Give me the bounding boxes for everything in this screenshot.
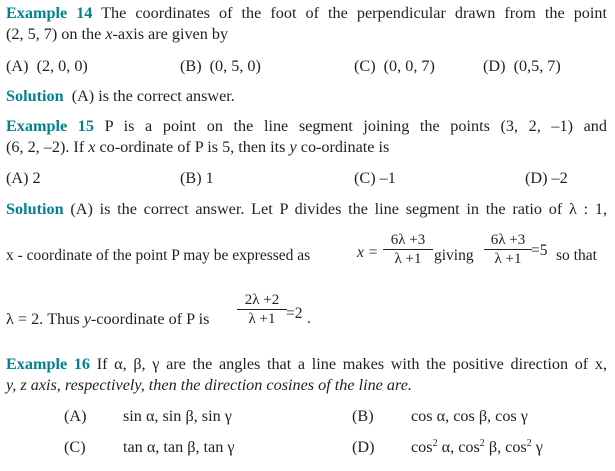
example-16-option-a-value: sin α, sin β, sin γ [123, 407, 232, 425]
option-letter: (C) [354, 169, 376, 187]
example-16-option-d-letter: (D) [352, 438, 375, 456]
example-15-text-2e: co-ordinate is [296, 138, 390, 156]
example-16-option-a-letter: (A) [64, 407, 87, 425]
example-15-label: Example 15 [6, 117, 94, 135]
option-letter: (D) [525, 169, 548, 187]
option-value: 1 [205, 169, 214, 187]
squared-exponent: 2 [526, 438, 532, 449]
example-15-x-var: x [88, 138, 96, 156]
example-16-option-b-letter: (B) [352, 407, 374, 425]
solution-15-text-1: (A) is the correct answer. Let P divides the line segment in the ratio of λ : 1, [70, 200, 607, 218]
example-14-option-d [483, 56, 561, 77]
option-letter: (A) [6, 57, 29, 75]
fraction-3 [237, 292, 287, 328]
example-16-option-d-value [411, 437, 543, 458]
solution-14 [6, 86, 607, 107]
solution-15-line-2: x - coordinate of the point P may be expressed as [6, 247, 311, 264]
solution-14-label: Solution [6, 87, 64, 105]
option-value: (0,5, 7) [513, 57, 561, 75]
solution-14-text: (A) is the correct answer. [71, 87, 235, 105]
giving-word: giving [434, 247, 474, 264]
x-equals: x = [357, 244, 379, 261]
example-14-x-var: x [105, 25, 113, 43]
solution-15-label: Solution [6, 200, 64, 218]
option-letter: (B) [180, 169, 202, 187]
example-16-line-1 [6, 354, 607, 375]
example-15-option-c [354, 168, 396, 189]
example-15-text-1: P is a point on the line segment joining the points (3, 2, –1) and [104, 117, 607, 135]
option-letter: (B) [180, 57, 202, 75]
option-value: (0, 0, 7) [383, 57, 435, 75]
example-16-text-2: y, z axis, respectively, then the direction cosines of the line are. [6, 376, 412, 394]
example-15-text-2a: (6, 2, –2). If [6, 138, 89, 156]
fraction-1 [383, 232, 433, 268]
cos-text: cos [411, 438, 433, 456]
equals-2: =2 [286, 305, 303, 322]
option-value: (0, 5, 0) [209, 57, 261, 75]
fraction-2-numerator: 6λ +3 [484, 232, 532, 250]
example-14-text-2a: (2, 5, 7) on the [6, 25, 106, 43]
cos-text: β, cos [484, 438, 527, 456]
example-14-option-c [354, 56, 435, 77]
period: . [307, 310, 311, 327]
option-letter: (A) [6, 169, 29, 187]
fraction-1-numerator: 6λ +3 [383, 232, 433, 250]
example-15-option-d [525, 168, 568, 189]
example-14-line-1 [6, 3, 607, 24]
example-16-line-2 [6, 375, 607, 396]
example-15-line-1 [6, 116, 607, 137]
solution-15-text-3a: λ = 2. Thus [6, 310, 84, 328]
option-letter: (D) [483, 57, 506, 75]
example-16-text-1: If α, β, γ are the angles that a line makes with the positive direction of x, [96, 355, 608, 373]
example-16-label: Example 16 [6, 355, 91, 373]
equals-5: =5 [531, 242, 548, 259]
solution-15-line-1 [6, 199, 607, 220]
so-that-words: so that [556, 247, 597, 264]
option-value: –2 [551, 169, 568, 187]
example-14-line-2 [6, 24, 607, 45]
squared-exponent: 2 [432, 438, 438, 449]
option-value: –1 [379, 169, 396, 187]
squared-exponent: 2 [479, 438, 485, 449]
solution-15-y-var: y [83, 310, 91, 328]
option-letter: (C) [354, 57, 376, 75]
gamma-text: γ [531, 438, 543, 456]
example-15-text-2c: co-ordinate of P is 5, then its [95, 138, 290, 156]
example-15-y-var: y [289, 138, 297, 156]
example-15-option-a [6, 168, 41, 189]
example-14-text-1: The coordinates of the foot of the perpendicular drawn from the point [101, 4, 607, 22]
fraction-2 [484, 232, 532, 268]
fraction-2-denominator: λ +1 [494, 251, 522, 268]
example-16-option-b-value: cos α, cos β, cos γ [411, 407, 528, 425]
example-14-label: Example 14 [6, 4, 93, 22]
example-14-option-a [6, 56, 88, 77]
option-value: 2 [32, 169, 41, 187]
option-value: (2, 0, 0) [36, 57, 88, 75]
fraction-3-denominator: λ +1 [248, 311, 276, 328]
cos-text: α, cos [437, 438, 480, 456]
example-14-option-b [180, 56, 261, 77]
fraction-1-denominator: λ +1 [394, 251, 422, 268]
solution-15-text-3c: -coordinate of P is [90, 310, 210, 328]
fraction-3-numerator: 2λ +2 [237, 292, 287, 310]
example-14-text-2c: -axis are given by [112, 25, 229, 43]
example-15-line-2 [6, 137, 607, 158]
example-16-option-c-value: tan α, tan β, tan γ [123, 438, 235, 456]
example-16-option-c-letter: (C) [64, 438, 86, 456]
example-15-option-b [180, 168, 214, 189]
